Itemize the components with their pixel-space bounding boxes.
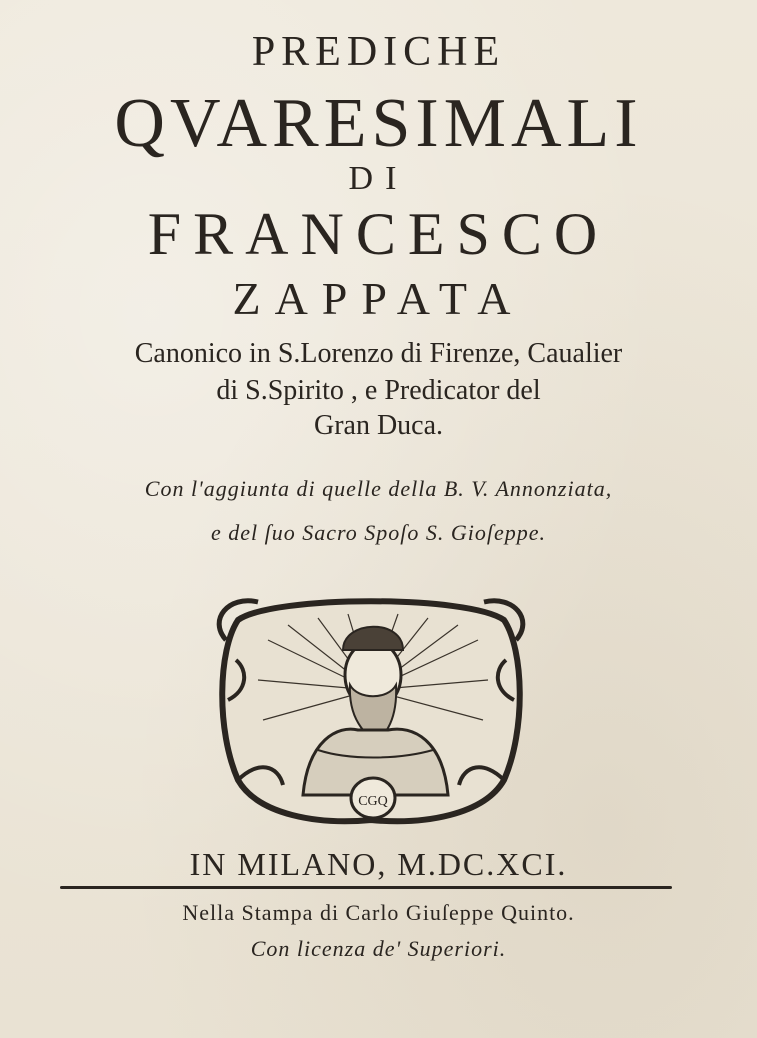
author-last-name: ZAPPATA: [232, 273, 525, 324]
woodcut-monogram: CGQ: [358, 794, 388, 809]
title-line-prediche: PREDICHE: [251, 29, 506, 75]
title-line-di: DI: [348, 160, 409, 197]
title-line-quaresimali: QVARESIMALI: [114, 85, 643, 162]
author-title-line-3: Gran Duca.: [313, 410, 444, 441]
portrait-woodcut-icon: [208, 580, 534, 830]
license-line: Con licenza de' Superiori.: [250, 936, 507, 961]
imprint-place-date: IN MILANO, M.DC.XCI.: [189, 846, 568, 882]
addition-line-1: Con l'aggiunta di quelle della B. V. Annonziata,: [144, 476, 613, 501]
printer-line: Nella Stampa di Carlo Giuſeppe Quinto.: [182, 900, 575, 925]
addition-line-2: e del ſuo Sacro Spoſo S. Gioſeppe.: [210, 520, 547, 545]
author-first-name: FRANCESCO: [147, 201, 610, 267]
author-title-line-1: Canonico in S.Lorenzo di Firenze, Caualier: [134, 338, 623, 369]
author-title-line-2: di S.Spirito , e Predicator del: [216, 375, 541, 406]
imprint-rule: [60, 886, 672, 889]
